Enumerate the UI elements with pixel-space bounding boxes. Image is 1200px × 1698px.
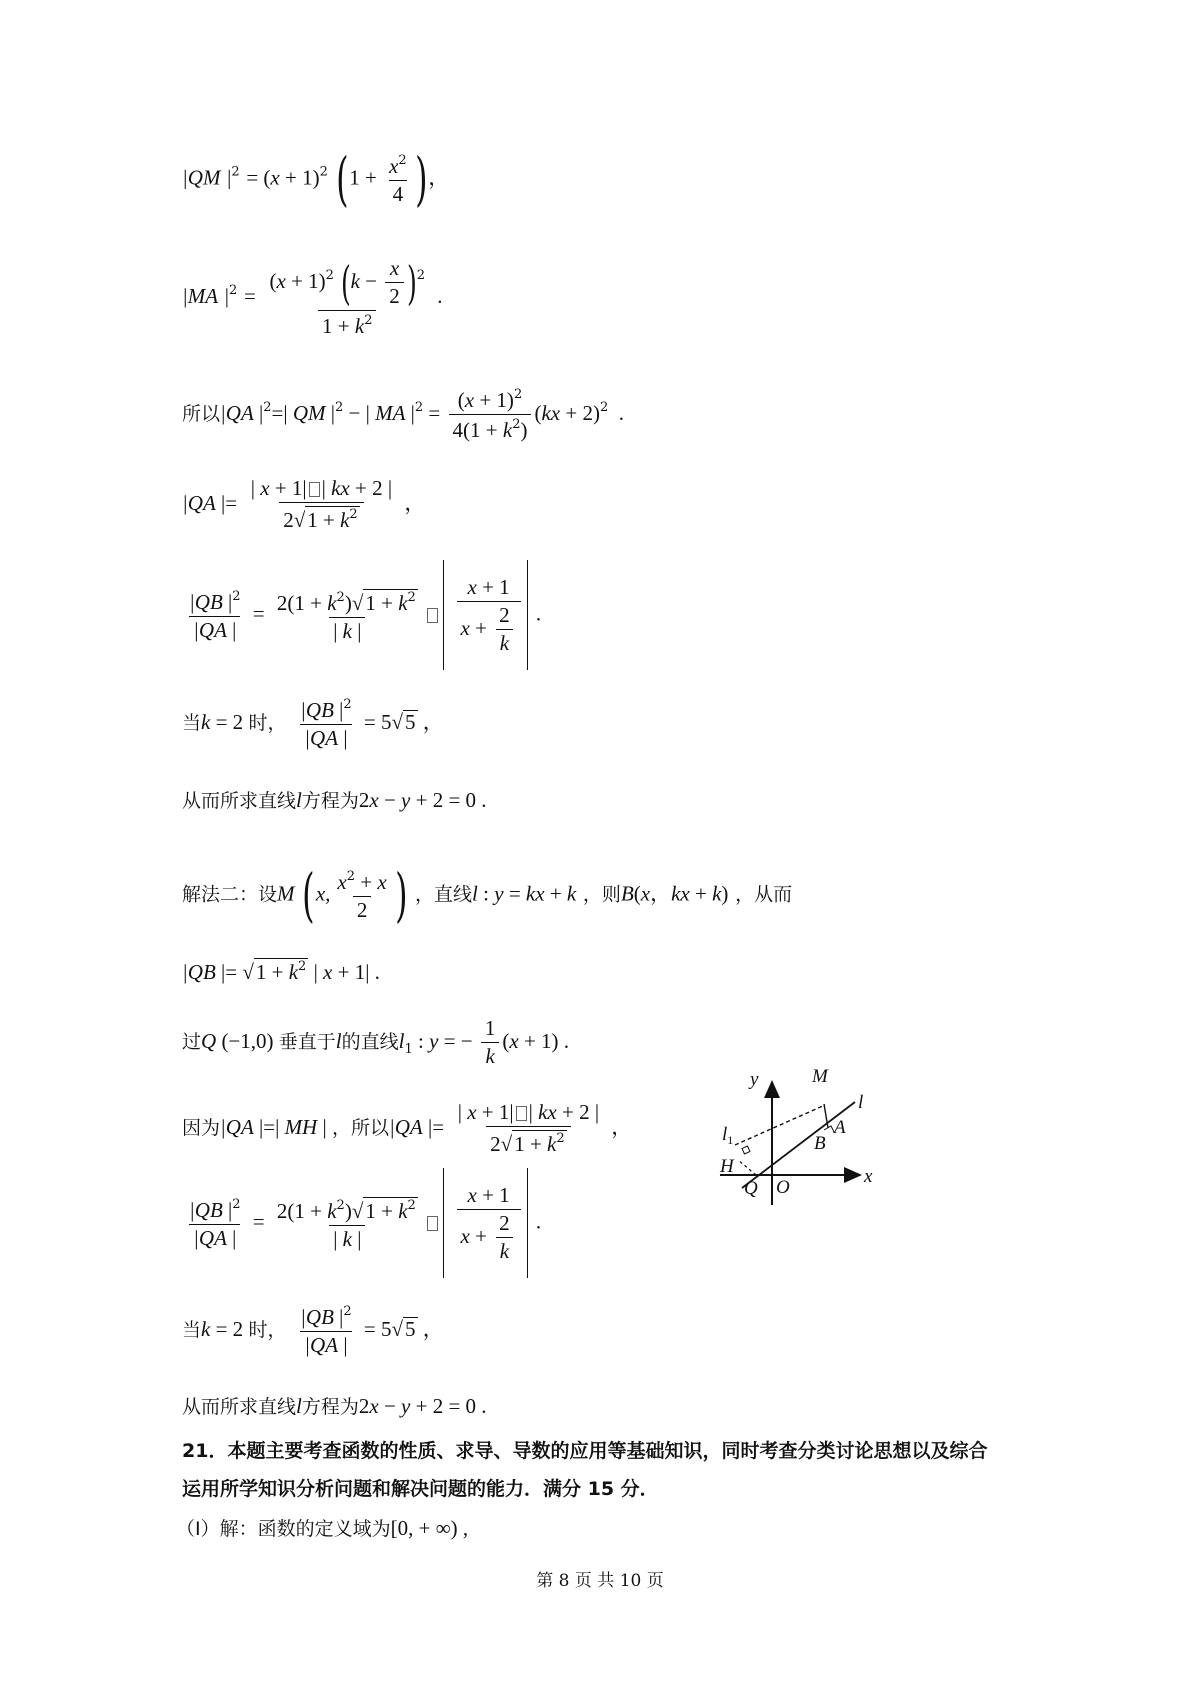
label-m: M [812, 1066, 828, 1087]
eq-qb2-over-qa-2: $\frac{|QB |^2}{|QA |}$ = $2(1 + k^2)$ √ $1 + k^2$ | k | x + 1 x + $\frac{2}{k}$ . [182, 1168, 541, 1278]
q21-intro-line1: 21．本题主要考查函数的性质、求导、导数的应用等基础知识，同时考查分类讨论思想以及综合 [182, 1440, 988, 1462]
right-angle-a [824, 1126, 834, 1132]
eq-line-result: 从而所求直线l方程为2x − y + 2 = 0 . [182, 788, 487, 812]
q21-intro-line2: 运用所学知识分析问题和解决问题的能力．满分 15 分． [182, 1478, 659, 1500]
line-l1 [735, 1105, 825, 1145]
eq-line-result-2: 从而所求直线l方程为2x − y + 2 = 0 . [182, 1394, 487, 1418]
eq-qa-squared: 所以|QA $|^2=|$ QM $|^2$ − | MA $|^2$ = $\frac{(x + 1)^2}{4(1 + k^2)}$ (kx + 2)$^2$ . [182, 387, 624, 442]
eq-qb: |QB |= √ $1 + k^2$ | x + 1| . [182, 959, 380, 984]
label-x: x [864, 1166, 873, 1187]
label-l1: $l_1$ [722, 1124, 734, 1147]
eq-qm-squared: |QM $|^2 = (x + 1)^2$ (1 + $\frac{x^2}{4}$ )， [182, 145, 450, 213]
eq-k2-result-2: 当k = 2 时， $\frac{|QB |^2}{|QA |}$ = 5 √ 5 ， [182, 1304, 444, 1357]
right-angle-h [742, 1146, 750, 1154]
eq-perpendicular: 过Q (−1,0) 垂直于l的直线$l_1$ : y = − $\frac{1}{k}$ (x + 1) . [182, 1016, 570, 1068]
label-y: y [750, 1069, 759, 1090]
eq-qa: |QA |= | x + 1| | kx + 2 | 2 √ $1 + k^2$ ， [182, 476, 426, 532]
segment-qh [738, 1160, 756, 1175]
label-h: H [720, 1156, 734, 1177]
text-suoyi: 所以 [182, 403, 221, 425]
label-q: Q [744, 1178, 758, 1199]
label-a: A [834, 1117, 846, 1138]
label-l: l [858, 1092, 864, 1113]
label-o: O [776, 1177, 790, 1198]
method-two-setup: 解法二：设M (x, $\frac{x^2 + x}{2}$ ) ，直线l : y = kx + k ，则B(x，kx + k) ，从而 [182, 861, 793, 929]
eq-ma-squared: |MA $|^2$ = $(x + 1)^2$ (k − $\frac{x}{2}$ )$^2$ $1 + k^2$ . [182, 255, 443, 338]
q21-part1: （Ⅰ）解：函数的定义域为[0, + ∞) , [176, 1516, 469, 1540]
page-footer: 第 8 页 共 10 页 [536, 1571, 664, 1591]
eq-k2-result: 当k = 2 时， $\frac{|QB |^2}{|QA |}$ = 5 √ 5 ， [182, 697, 444, 750]
label-b: B [814, 1133, 826, 1154]
eq-qa-mh: 因为|QA |=| MH | ，所以|QA |= | x + 1| | kx + 2 | 2 √ $1 + k^2$ ， [182, 1100, 633, 1156]
geometry-figure [700, 1060, 900, 1220]
eq-qb2-over-qa: $\frac{|QB |^2}{|QA |}$ = $2(1 + k^2)$ √ $1 + k^2$ | k | x + 1 x + $\frac{2}{k}$ . [182, 560, 541, 670]
